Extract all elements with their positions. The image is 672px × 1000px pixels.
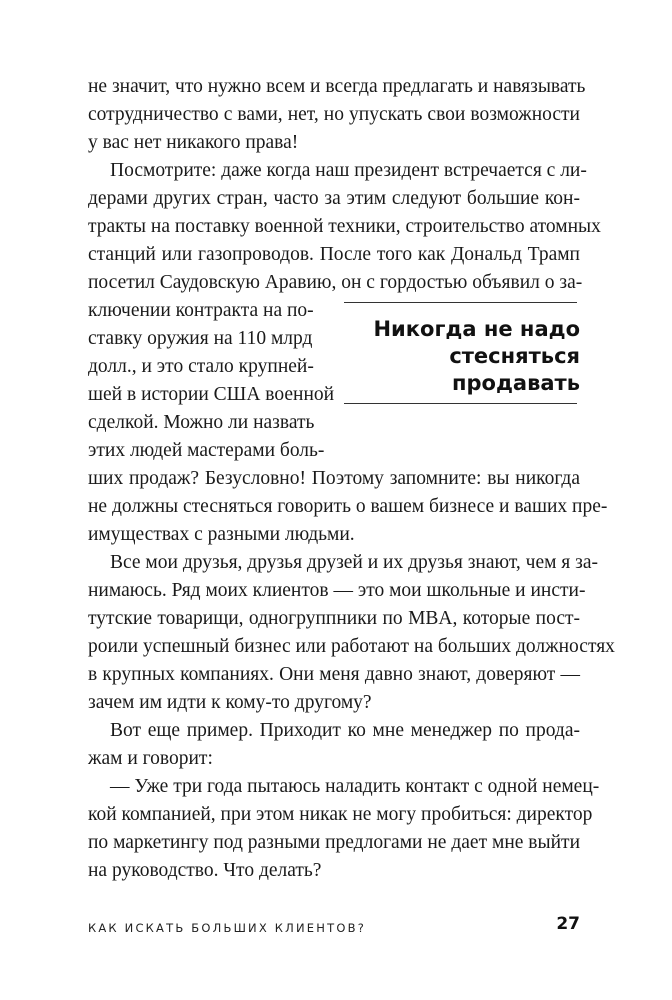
text-line: кой компанией, при этом никак не могу пробиться: директор (88, 804, 593, 825)
text-line: в крупных компаниях. Они меня давно знают, доверяют — (88, 664, 580, 685)
text-line: роили успешный бизнес или работают на больших должностях (88, 636, 615, 657)
text-line: у вас нет никакого права! (88, 132, 299, 153)
callout-bottom-rule (344, 403, 577, 404)
text-line: по маркетингу под разными предлогами не дает мне выйти (88, 832, 580, 853)
text-line: сотрудничество с вами, нет, но упускать свои возможности (88, 104, 580, 125)
text-line: не значит, что нужно всем и всегда предлагать и навязывать (88, 76, 586, 97)
callout-quote (320, 316, 580, 397)
text-line: Посмотрите: даже когда наш президент встречается с ли- (110, 160, 587, 181)
text-line: жам и говорит: (88, 748, 213, 769)
running-title: КАК ИСКАТЬ БОЛЬШИХ КЛИЕНТОВ? (88, 921, 366, 935)
callout-top-rule (344, 302, 577, 303)
text-line: посетил Саудовскую Аравию, он с гордостью объявил о за- (88, 272, 583, 293)
text-line: ших продаж? Безусловно! Поэтому запомните: вы никогда (88, 468, 580, 489)
text-line: на руководство. Что делать? (88, 860, 322, 881)
text-line: не должны стесняться говорить о вашем бизнесе и ваших пре- (88, 496, 608, 517)
text-line: ставку оружия на 110 млрд (88, 328, 313, 349)
text-line: шей в истории США военной (88, 384, 335, 405)
text-line: имуществах с разными людьми. (88, 524, 355, 545)
text-line: долл., и это стало крупней- (88, 356, 314, 377)
text-line: Все мои друзья, друзья друзей и их друзья знают, чем я за- (110, 552, 599, 573)
text-line: сделкой. Можно ли назвать (88, 412, 315, 433)
text-line: станций или газопроводов. После того как Дональд Трамп (88, 244, 580, 265)
text-line: зачем им идти к кому-то другому? (88, 692, 372, 713)
text-line: этих людей мастерами боль- (88, 440, 325, 461)
text-line: ключении контракта на по- (88, 300, 314, 321)
text-line: тутские товарищи, одногруппники по MBA, которые пост- (88, 608, 580, 629)
text-line: Вот еще пример. Приходит ко мне менеджер по прода- (110, 720, 580, 741)
callout-line: продавать (451, 371, 580, 395)
text-line: нимаюсь. Ряд моих клиентов — это мои школьные и инсти- (88, 580, 586, 601)
callout-line: Никогда не надо (373, 317, 580, 341)
page-number: 27 (556, 914, 580, 934)
callout-line: стесняться (449, 344, 580, 368)
text-line: тракты на поставку военной техники, строительство атомных (88, 216, 601, 237)
text-line: — Уже три года пытаюсь наладить контакт с одной немец- (110, 776, 600, 797)
text-line: дерами других стран, часто за этим следуют большие кон- (88, 188, 580, 209)
